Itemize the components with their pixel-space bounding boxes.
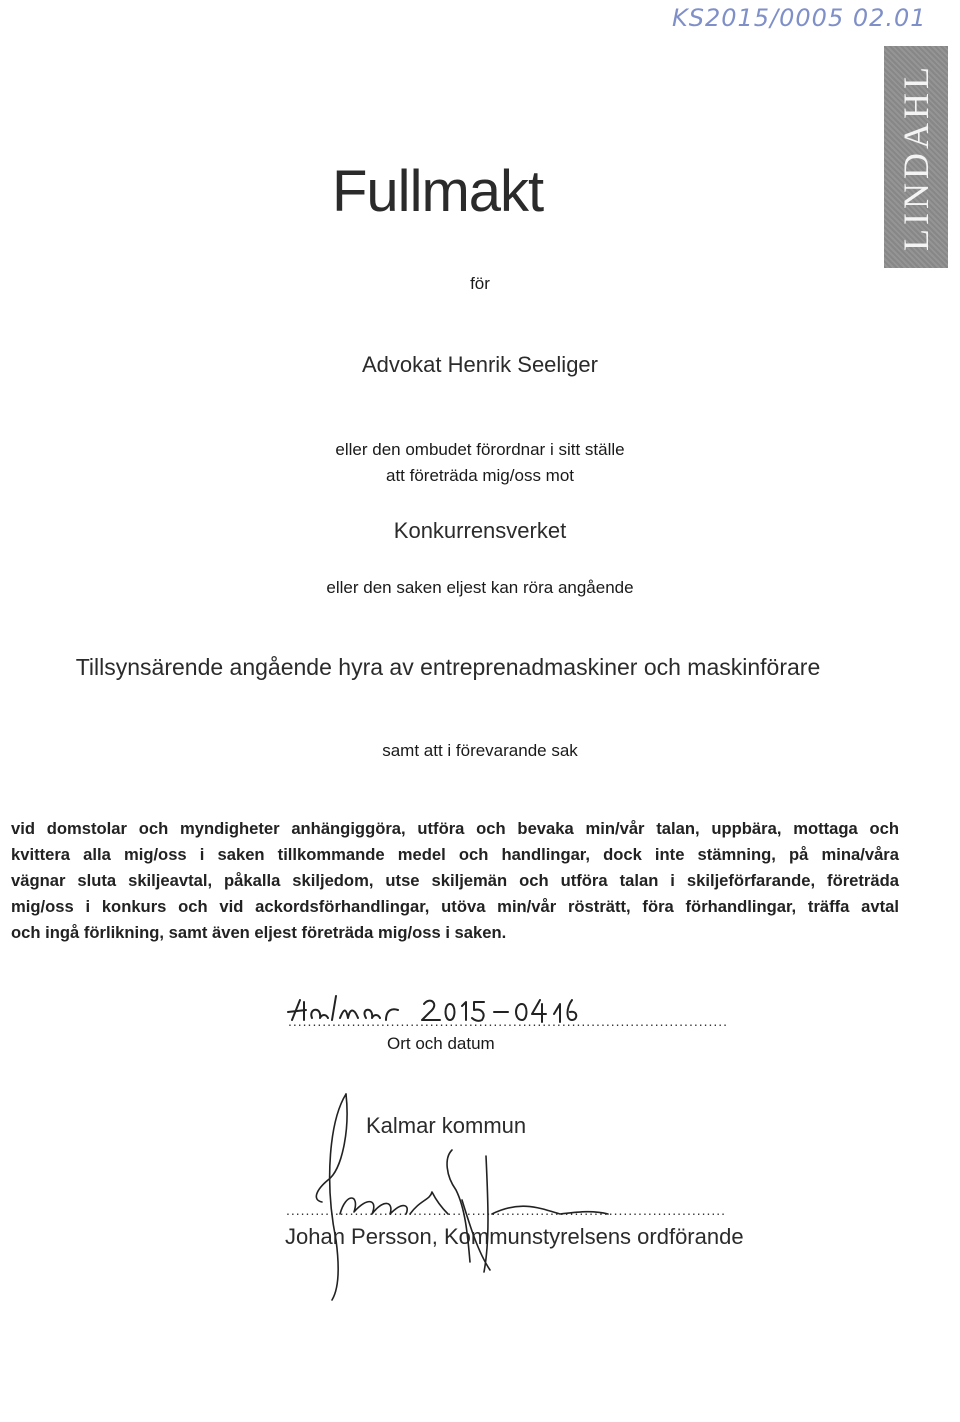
- signature-line: ..........................................................................................: [286, 1202, 727, 1218]
- powers-line: kvittera alla mig/oss i saken tillkommande medel och handlingar, dock inte stämning, på mina/våra: [11, 845, 899, 864]
- attorney-name: Advokat Henrik Seeliger: [361, 352, 598, 377]
- matter-clause: eller den saken eljest kan röra angående: [326, 578, 634, 597]
- opponent-name: Konkurrensverket: [393, 518, 567, 543]
- document-title: Fullmakt: [332, 159, 544, 224]
- powers-line: vid domstolar och myndigheter anhängiggöra, utföra och bevaka min/vår talan, uppbära, mottaga och: [11, 819, 899, 838]
- powers-line: och ingå förlikning, samt även eljest företräda mig/oss i saken.: [11, 923, 507, 942]
- place-date-line: ..........................................................................................: [288, 1013, 729, 1029]
- case-reference-stamp: KS2015/0005 02.01: [672, 4, 927, 32]
- signatory-name: Johan Persson, Kommunstyrelsens ordförande: [285, 1224, 744, 1249]
- substitution-clause: eller den ombudet förordnar i sitt ställe: [335, 440, 625, 459]
- for-label: för: [470, 274, 490, 293]
- represent-clause: att företräda mig/oss mot: [385, 466, 575, 485]
- principal-municipality: Kalmar kommun: [366, 1113, 527, 1138]
- matter-subject: Tillsynsärende angående hyra av entreprenadmaskiner och maskinförare: [75, 654, 821, 680]
- powers-line: mig/oss i konkurs och vid ackordsförhandlingar, utöva min/vår rösträtt, föra förhandlingar, träffa avtal: [11, 897, 899, 916]
- powers-paragraph: [11, 816, 899, 946]
- powers-line: vägnar sluta skiljeavtal, påkalla skiljedom, utse skiljemän och utföra talan i skiljeförfarande, företräda: [11, 871, 899, 890]
- law-firm-logo: [884, 46, 948, 268]
- place-date-label: Ort och datum: [387, 1034, 495, 1053]
- present-matter-clause: samt att i förevarande sak: [382, 741, 578, 760]
- logo-text: LINDAHL: [896, 63, 936, 251]
